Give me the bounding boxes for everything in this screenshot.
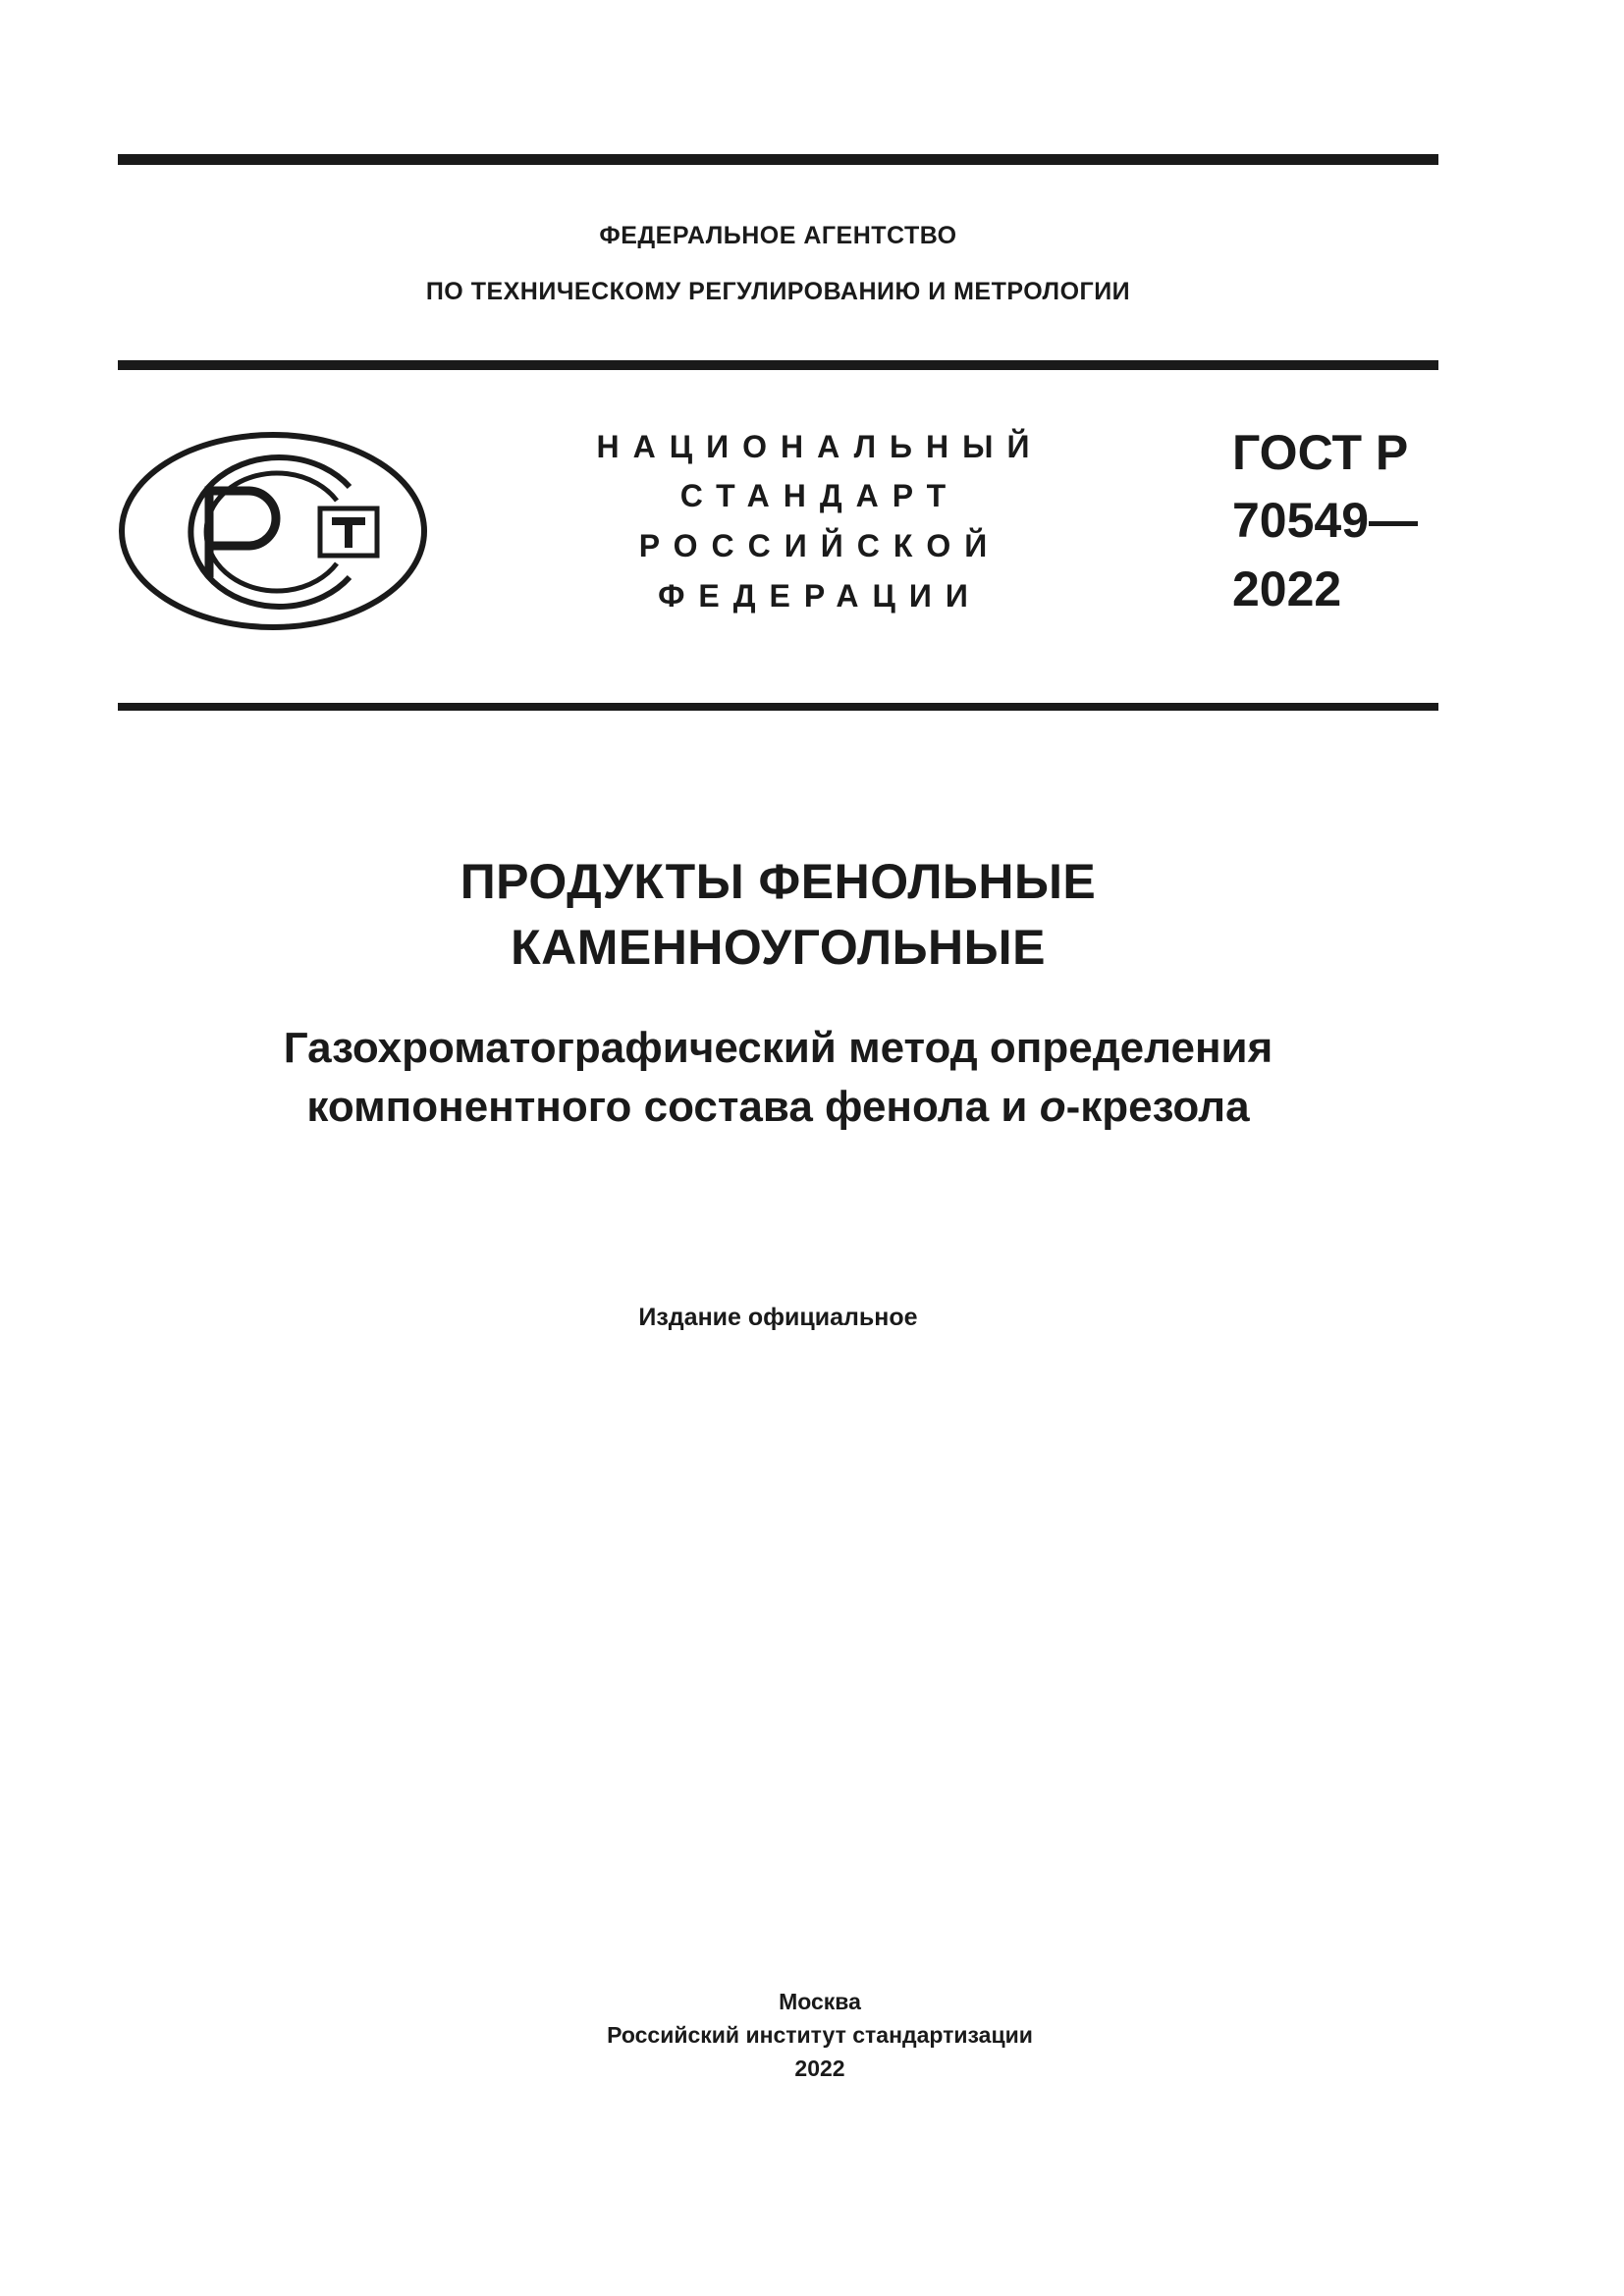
document-subtitle-line2 [118,1083,1438,1131]
subtitle-suffix: -крезола [1065,1083,1250,1131]
standard-designation-line3: 2022 [1232,561,1342,616]
document-title-line2: КАМЕННОУГОЛЬНЫЕ [511,920,1046,975]
document-subtitle-line1: Газохроматографический метод определения [283,1024,1273,1072]
national-standard-line2: СТАНДАРТ [679,478,960,513]
gost-r-logo-icon [116,430,430,632]
imprint-publisher: Российский институт стандартизации [607,2022,1033,2048]
document-title-line1: ПРОДУКТЫ ФЕНОЛЬНЫЕ [460,854,1097,909]
edition-label: Издание официальное [638,1304,918,1331]
subtitle-italic-prefix: о [1039,1083,1066,1131]
agency-name-line1: ФЕДЕРАЛЬНОЕ АГЕНТСТВО [599,222,957,249]
standard-designation-line1: ГОСТ Р [1232,425,1409,480]
imprint-year: 2022 [794,2056,845,2081]
subtitle-prefix: компонентного состава фенола и [306,1083,1040,1131]
section-divider [118,703,1438,711]
standard-designation-line2: 70549— [1232,493,1419,548]
national-standard-line4: ФЕДЕРАЦИИ [658,578,982,614]
imprint-city: Москва [779,1989,861,2014]
header-divider [118,360,1438,370]
national-standard-line1: НАЦИОНАЛЬНЫЙ [596,429,1044,464]
national-standard-line3: РОССИЙСКОЙ [638,528,1001,563]
top-divider [118,154,1438,165]
agency-name-line2: ПО ТЕХНИЧЕСКОМУ РЕГУЛИРОВАНИЮ И МЕТРОЛОГИИ [425,278,1131,305]
